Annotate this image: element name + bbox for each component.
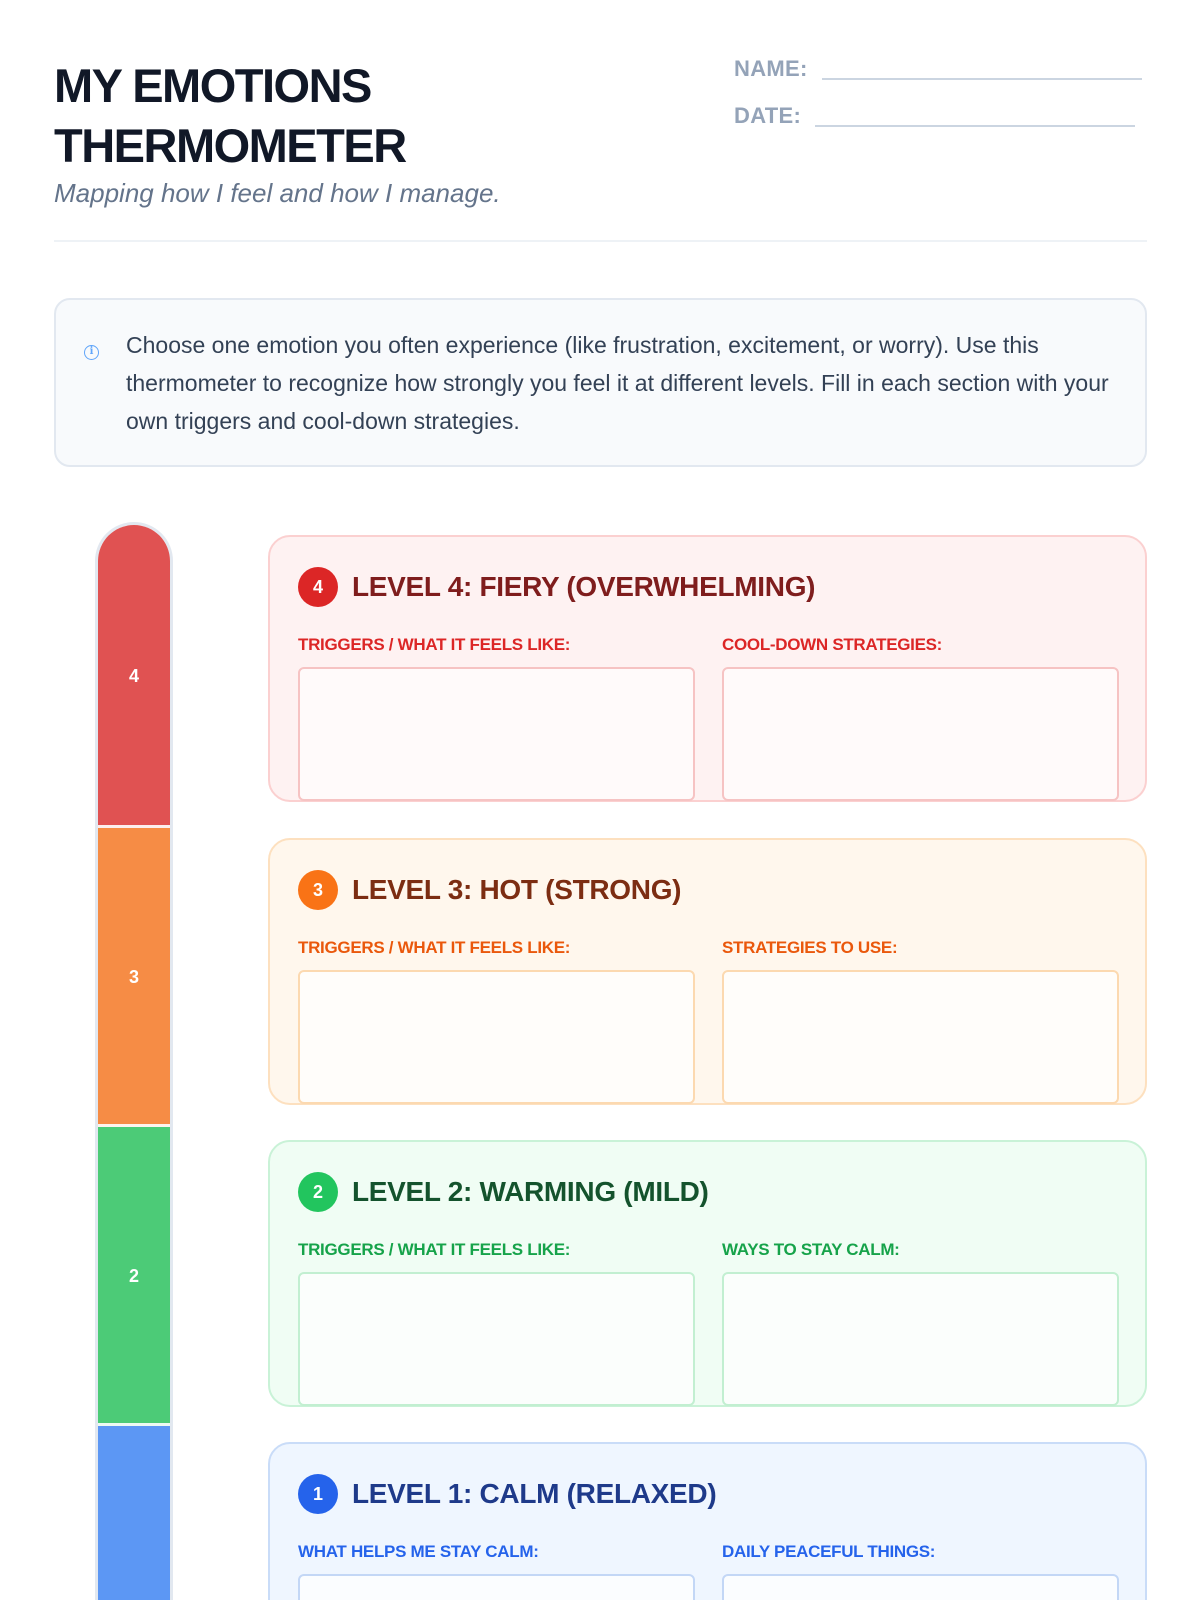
level-badge: 1: [298, 1474, 338, 1514]
peaceful-things-label: DAILY PEACEFUL THINGS:: [722, 1542, 936, 1561]
name-field-row: [734, 56, 1142, 82]
thermometer-segment-4: [98, 525, 170, 828]
level-3-card: [268, 838, 1147, 1105]
page-title-line-1: MY EMOTIONS: [54, 59, 371, 112]
helps-calm-write-box[interactable]: [298, 1574, 695, 1600]
level-title: LEVEL 2: WARMING (MILD): [352, 1176, 709, 1207]
thermometer-segment-label: 2: [128, 1266, 139, 1286]
triggers-write-box[interactable]: [298, 667, 695, 801]
triggers-label: TRIGGERS / WHAT IT FEELS LIKE:: [298, 1240, 571, 1259]
strategies-label: COOL-DOWN STRATEGIES:: [722, 635, 943, 654]
calm-ways-write-box[interactable]: [722, 1272, 1119, 1406]
thermometer-segment-3: [98, 828, 170, 1127]
triggers-write-box[interactable]: [298, 1272, 695, 1406]
triggers-write-box[interactable]: [298, 970, 695, 1104]
page-title: [54, 56, 406, 176]
helps-calm-label: WHAT HELPS ME STAY CALM:: [298, 1542, 539, 1561]
date-label: DATE:: [734, 103, 802, 128]
level-1-header: [298, 1474, 716, 1514]
level-title: LEVEL 4: FIERY (OVERWHELMING): [352, 571, 816, 602]
page-subtitle: Mapping how I feel and how I manage.: [54, 178, 501, 208]
strategies-label: STRATEGIES TO USE:: [722, 938, 898, 957]
date-input-line[interactable]: [815, 125, 1135, 127]
level-2-header: [298, 1172, 709, 1212]
level-badge: 2: [298, 1172, 338, 1212]
info-circle-icon: i: [84, 345, 99, 360]
triggers-label: TRIGGERS / WHAT IT FEELS LIKE:: [298, 938, 571, 957]
level-4-card: [268, 535, 1147, 802]
strategies-write-box[interactable]: [722, 970, 1119, 1104]
name-label: NAME:: [734, 56, 808, 81]
level-badge: 4: [298, 567, 338, 607]
instructions-text: Choose one emotion you often experience (like frustration, excitement, or worry). Use this thermometer to recognize how strongly you feel it at different levels. Fill in each section with your own triggers and cool-down strategies.: [126, 332, 1109, 434]
strategies-write-box[interactable]: [722, 667, 1119, 801]
page-title-line-2: THERMOMETER: [54, 119, 406, 172]
level-4-header: [298, 567, 815, 607]
level-title: LEVEL 1: CALM (RELAXED): [352, 1478, 717, 1509]
level-2-card: [268, 1140, 1147, 1407]
thermometer-segment-1: [98, 1426, 170, 1600]
level-3-header: [298, 870, 681, 910]
header-divider: [54, 240, 1147, 242]
calm-ways-label: WAYS TO STAY CALM:: [722, 1240, 900, 1259]
name-input-line[interactable]: [822, 78, 1142, 80]
instructions-box: [54, 298, 1147, 467]
date-field-row: [734, 103, 1135, 129]
level-badge: 3: [298, 870, 338, 910]
thermometer-segment-label: 3: [128, 967, 139, 987]
thermometer-segment-label: 4: [128, 666, 139, 686]
peaceful-things-write-box[interactable]: [722, 1574, 1119, 1600]
triggers-label: TRIGGERS / WHAT IT FEELS LIKE:: [298, 635, 571, 654]
thermometer-segment-2: [98, 1127, 170, 1426]
level-title: LEVEL 3: HOT (STRONG): [352, 874, 682, 905]
level-1-card: [268, 1442, 1147, 1600]
thermometer: [95, 522, 173, 1600]
